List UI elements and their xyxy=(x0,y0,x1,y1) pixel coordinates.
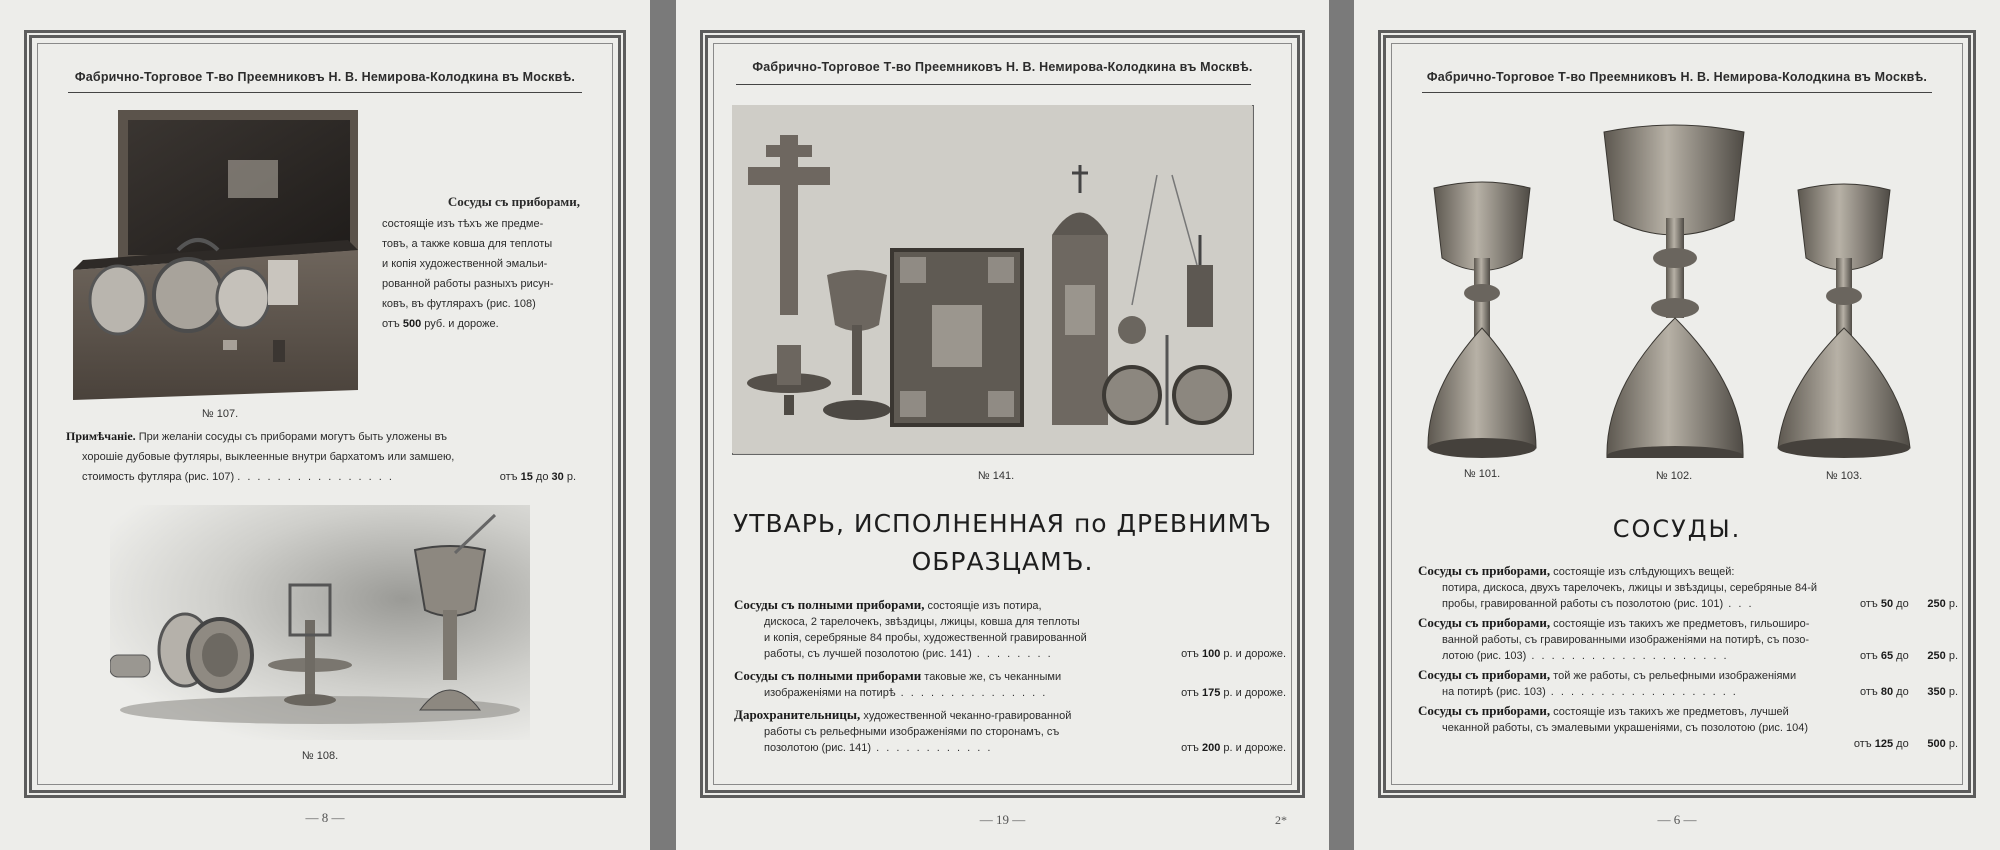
price-value: 175 xyxy=(1201,687,1221,699)
open-case-photo xyxy=(68,110,368,400)
heading-line-2: ОБРАЗЦАМЪ. xyxy=(911,547,1094,576)
page-header: Фабрично-Торговое Т-во Преемниковъ Н. В. Немирова-Колодкина въ Москвѣ. xyxy=(74,70,576,84)
item-text: художественной чеканно-гравированной xyxy=(860,710,1072,722)
price-from: 50 xyxy=(1880,598,1894,610)
note-block xyxy=(66,426,586,487)
item-price xyxy=(1860,596,1958,612)
item-text: работы съ рельефными изображенiями по сторонамъ, съ xyxy=(764,726,1060,738)
price-to: 30 xyxy=(551,471,564,483)
heading-line-1: УТВАРЬ, ИСПОЛНЕННАЯ по ДРЕВНИМЪ xyxy=(733,509,1272,538)
note-line-1: При желанiи сосуды съ приборами могутъ быть уложены въ xyxy=(135,431,447,443)
page-number: — 8 — xyxy=(305,810,345,825)
price-suffix: р. xyxy=(1945,738,1958,750)
price-mid: до xyxy=(1893,738,1912,750)
price-to: 250 xyxy=(1927,650,1946,662)
product-desc-line: рованной работы разныхъ рисун- xyxy=(382,278,554,290)
price-to: 500 xyxy=(1927,738,1946,750)
product-desc-line: состоящiе изъ тѣхъ же предме- xyxy=(382,218,544,230)
item-text: на потирѣ (рис. 103) xyxy=(1442,686,1546,698)
page-number: — 19 — xyxy=(979,812,1026,827)
price-suffix: руб. и дороже. xyxy=(421,318,499,330)
item-label: Сосуды съ приборами, xyxy=(1418,563,1551,578)
item-text: той же работы, съ рельефными изображенiями xyxy=(1550,670,1797,682)
list-item xyxy=(1418,615,1958,664)
item-label: Сосуды съ приборами, xyxy=(1418,615,1551,630)
price-suffix: р. xyxy=(1945,650,1958,662)
page-19 xyxy=(676,0,1329,850)
leader-dots: . . . . . . . . . . . . . . . . . . . . xyxy=(1526,650,1729,662)
figure-141-caption: № 141. xyxy=(977,470,1015,482)
price-prefix: отъ xyxy=(1181,742,1202,754)
price-value: 200 xyxy=(1201,742,1221,754)
product-title: Сосуды съ приборами, xyxy=(447,194,580,209)
item-text: лотою (рис. 103) xyxy=(1442,650,1527,662)
item-text: позолотою (рис. 141) xyxy=(764,742,872,754)
list-item xyxy=(1418,667,1958,700)
page-header: Фабрично-Торговое Т-во Преемниковъ Н. В. Немирова-Колодкина въ Москвѣ. xyxy=(1426,70,1928,84)
section-heading: СОСУДЫ. xyxy=(1612,515,1742,543)
price-prefix: отъ xyxy=(1860,686,1881,698)
item-text: изображенiями на потирѣ xyxy=(764,687,896,699)
leader-dots: . . . . . . . . . . . . . . . . xyxy=(237,471,394,483)
item-price xyxy=(1860,684,1958,700)
chalice-101 xyxy=(1434,182,1530,271)
price-mid: до xyxy=(532,471,552,483)
price-prefix: отъ xyxy=(1860,598,1881,610)
liturgical-set-illustration xyxy=(732,105,1252,453)
item-text: дискоса, 2 тарелочекъ, звѣздицы, лжицы, ковша для теплоты xyxy=(764,616,1080,628)
item-list xyxy=(734,597,1286,756)
page-6 xyxy=(1354,0,2000,850)
price-prefix: отъ xyxy=(1853,738,1875,750)
list-item xyxy=(1418,703,1958,752)
price-to: 350 xyxy=(1927,686,1946,698)
note-label: Примѣчанiе. xyxy=(66,429,136,443)
item-text: состоящiе изъ такихъ же предметовъ, гильоширо- xyxy=(1550,618,1810,630)
item-price xyxy=(1181,685,1286,701)
price-prefix: отъ xyxy=(1181,687,1202,699)
product-desc-line: ковъ, въ футлярахъ (рис. 108) xyxy=(382,298,536,310)
leader-dots: . . . . . . . . . . . . . . . xyxy=(895,687,1048,699)
price-suffix: р. xyxy=(1945,686,1958,698)
page-header: Фабрично-Торговое Т-во Преемниковъ Н. В. Немирова-Колодкина въ Москвѣ. xyxy=(752,60,1253,74)
item-label: Сосуды съ полными приборами xyxy=(734,668,922,683)
item-label: Дарохранительницы, xyxy=(734,707,861,722)
item-text: состоящiе изъ слѣдующихъ вещей: xyxy=(1550,566,1735,578)
figure-103-caption: № 103. xyxy=(1825,470,1863,482)
product-desc-line: товъ, а также ковша для теплоты xyxy=(382,238,553,250)
price-mid: до xyxy=(1893,686,1912,698)
item-text: таковые же, съ чеканными xyxy=(921,671,1062,683)
price-suffix: р. и дороже. xyxy=(1220,648,1286,660)
item-list xyxy=(1418,563,1958,752)
vessels-photo xyxy=(110,505,530,740)
price-suffix: р. xyxy=(1945,598,1958,610)
leader-dots: . . . xyxy=(1723,598,1754,610)
price-from: 15 xyxy=(520,471,533,483)
item-text: чеканной работы, съ эмалевыми украшенiями, съ позолотою (рис. 104) xyxy=(1442,722,1809,734)
price-value: 100 xyxy=(1201,648,1221,660)
page-number: — 6 — xyxy=(1657,812,1697,827)
item-text: работы, съ лучшей позолотою (рис. 141) xyxy=(764,648,972,660)
price-from: 125 xyxy=(1874,738,1894,750)
chalices-photo xyxy=(1414,118,1934,458)
price-from: 80 xyxy=(1880,686,1894,698)
figure-107-caption: № 107. xyxy=(201,408,239,420)
leader-dots: . . . . . . . . . . . . xyxy=(871,742,993,754)
price-from: 65 xyxy=(1880,650,1894,662)
price-prefix: отъ xyxy=(1860,650,1881,662)
section-heading xyxy=(676,505,1329,581)
list-item xyxy=(734,597,1286,662)
product-block-vessels xyxy=(382,192,592,334)
item-label: Сосуды съ приборами, xyxy=(1418,667,1551,682)
price-suffix: р. и дороже. xyxy=(1220,687,1286,699)
list-item xyxy=(734,707,1286,756)
item-price xyxy=(1418,736,1958,752)
price-to: 250 xyxy=(1927,598,1946,610)
price-prefix: отъ xyxy=(499,471,521,483)
figure-102-caption: № 102. xyxy=(1655,470,1693,482)
item-text: и копiя, серебряные 84 пробы, художественной гравированной xyxy=(764,632,1087,644)
header-rule xyxy=(736,84,1251,85)
price-mid: до xyxy=(1893,650,1912,662)
list-item xyxy=(1418,563,1958,612)
price-prefix: отъ xyxy=(1181,648,1202,660)
price-suffix: р. xyxy=(563,471,576,483)
header-rule xyxy=(1422,92,1932,93)
item-text: состоящiе изъ потира, xyxy=(924,600,1042,612)
product-price xyxy=(382,314,592,334)
item-label: Сосуды съ полными приборами, xyxy=(734,597,925,612)
item-price xyxy=(1860,648,1958,664)
figure-101-caption: № 101. xyxy=(1463,468,1501,480)
header-rule xyxy=(68,92,582,93)
item-text: состоящiе изъ такихъ же предметовъ, лучшей xyxy=(1550,706,1789,718)
price-value: 500 xyxy=(402,318,422,330)
chalice-103 xyxy=(1798,184,1890,270)
item-price xyxy=(1181,646,1286,662)
leader-dots: . . . . . . . . xyxy=(971,648,1053,660)
sheet-mark: 2* xyxy=(1275,813,1287,827)
item-price xyxy=(1181,740,1286,756)
item-text: ванной работы, съ гравированными изображенiями на потирѣ, съ позо- xyxy=(1442,634,1810,646)
item-text: потира, дискоса, двухъ тарелочекъ, лжицы и звѣздицы, серебряные 84-й xyxy=(1442,582,1818,594)
note-line-2: хорошiе дубовые футляры, выклеенные внутри бархатомъ или замшею, xyxy=(82,451,455,463)
price-mid: до xyxy=(1893,598,1912,610)
item-label: Сосуды съ приборами, xyxy=(1418,703,1551,718)
note-line-3: стоимость футляра (рис. 107) xyxy=(82,471,235,483)
product-desc-line: и копiя художественной эмальи- xyxy=(382,258,548,270)
price-suffix: р. и дороже. xyxy=(1220,742,1286,754)
note-price xyxy=(500,467,576,487)
price-prefix: отъ xyxy=(382,318,403,330)
figure-108-caption: № 108. xyxy=(301,750,339,762)
leader-dots: . . . . . . . . . . . . . . . . . . . xyxy=(1545,686,1738,698)
page-8 xyxy=(0,0,650,850)
list-item xyxy=(734,668,1286,701)
item-text: пробы, гравированной работы съ позолотою (рис. 101) xyxy=(1442,598,1724,610)
